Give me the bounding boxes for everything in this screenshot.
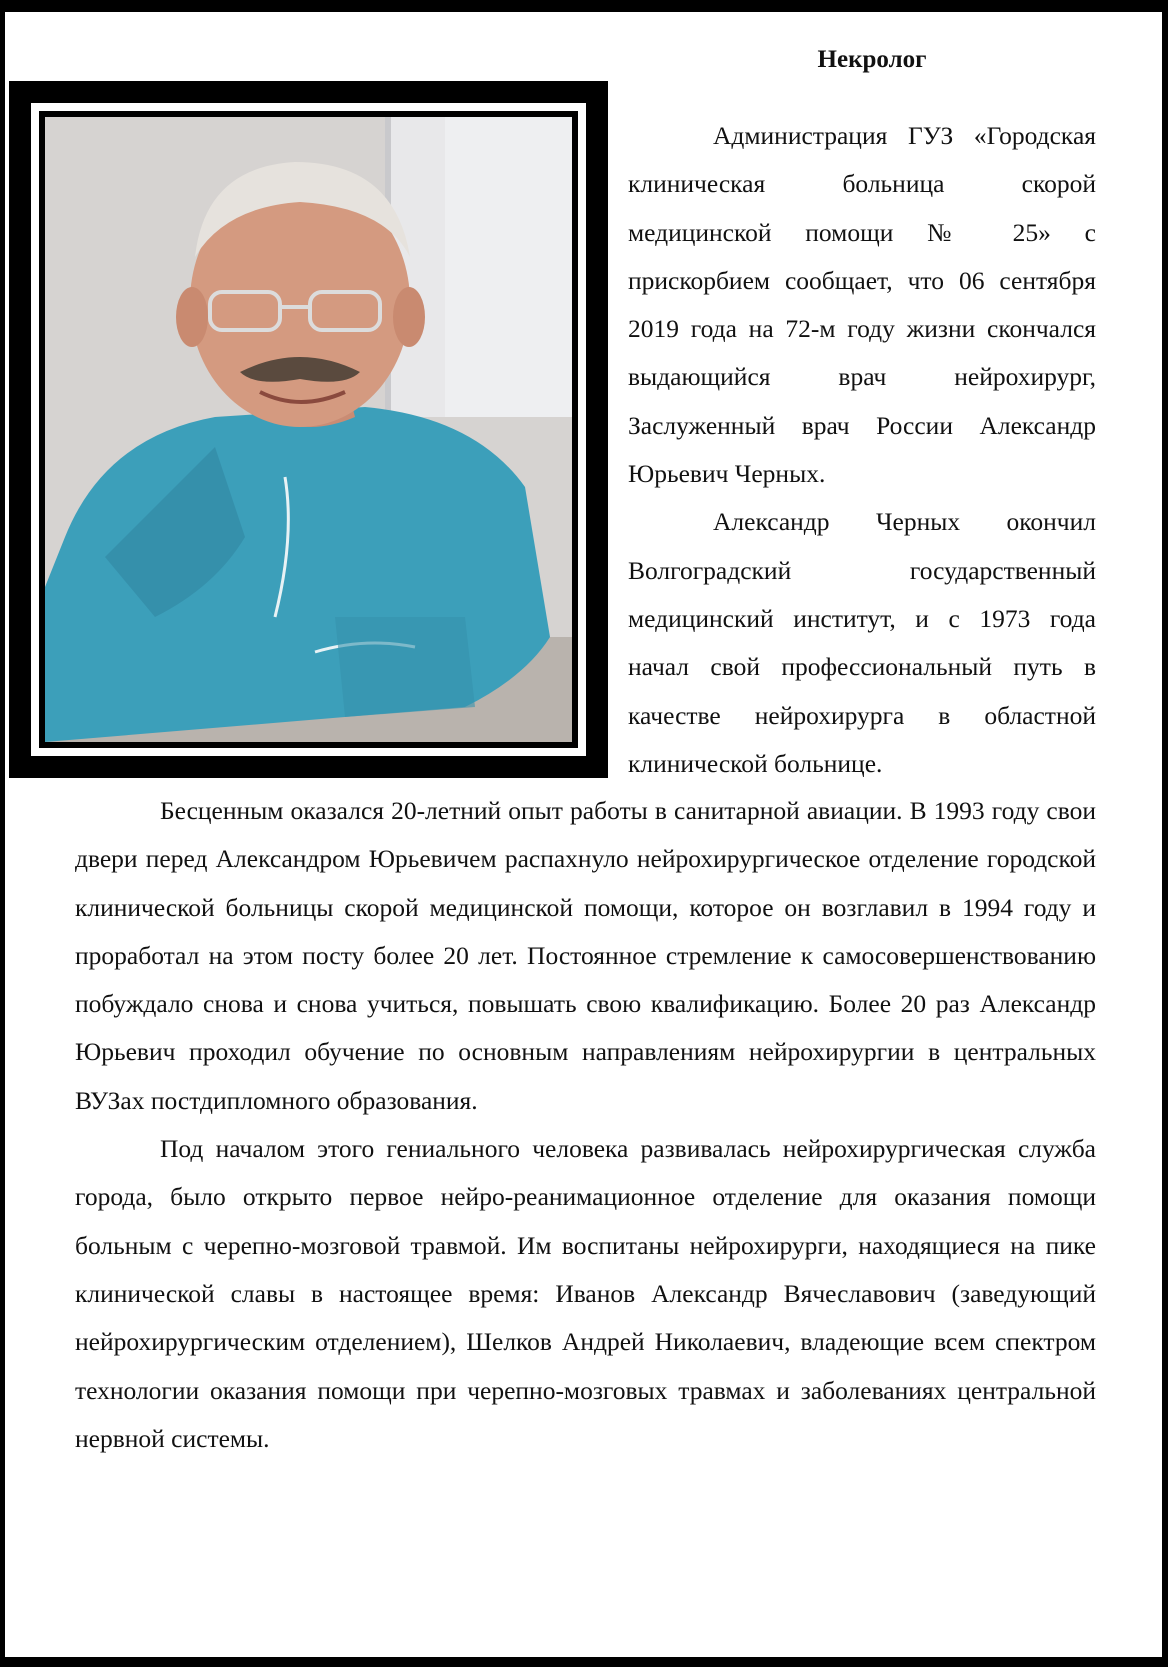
paragraph-announcement: Администрация ГУЗ «Городская клиническая больница скорой медицинской помощи № 25» с прискорбием сообщает, что 06 сентября 2019 года на 72-м году жизни скончался выдающийся врач нейрохирург, Заслуженный врач России Александр Юрьевич Черных. xyxy=(628,121,1096,489)
photo-frame xyxy=(9,81,608,778)
intro-column xyxy=(628,112,1096,788)
portrait-photo xyxy=(45,117,572,742)
paragraph-education: Александр Черных окончил Волгоградский государственный медицинский институт, и с 1973 года начал свой профессиональный путь в качестве нейрохирурга в областной клинической больнице. xyxy=(628,507,1096,778)
paragraph-career: Бесценным оказался 20-летний опыт работы в санитарной авиации. В 1993 году свои двери перед Александром Юрьевичем распахнуло нейрохирургическое отделение городской клинической больницы скорой медицинской помощи, которое он возглавил в 1994 году и проработал на этом посту более 20 лет. Постоянное стремление к самосовершенствованию побуждало снова и снова учиться, повышать свою квалификацию. Более 20 раз Александр Юрьевич проходил обучение по основным направлениям нейрохирургии в центральных ВУЗах постдипломного образования. xyxy=(75,796,1096,1115)
paragraph-legacy: Под началом этого гениального человека развивалась нейрохирургическая служба города, было открыто первое нейро-реанимационное отделение для оказания помощи больным с черепно-мозговой травмой. Им воспитаны нейрохирурги, находящиеся на пике клинической славы в настоящее время: Иванов Александр Вячеславович (заведующий нейрохирургическим отделением), Шелков Андрей Николаевич, владеющие всем спектром технологии оказания помощи при черепно-мозговых травмах и заболеваниях центральной нервной системы. xyxy=(75,1134,1096,1453)
page-title: Некролог xyxy=(817,46,927,73)
main-text xyxy=(75,787,1096,1463)
portrait-photo-illustration xyxy=(45,117,572,742)
